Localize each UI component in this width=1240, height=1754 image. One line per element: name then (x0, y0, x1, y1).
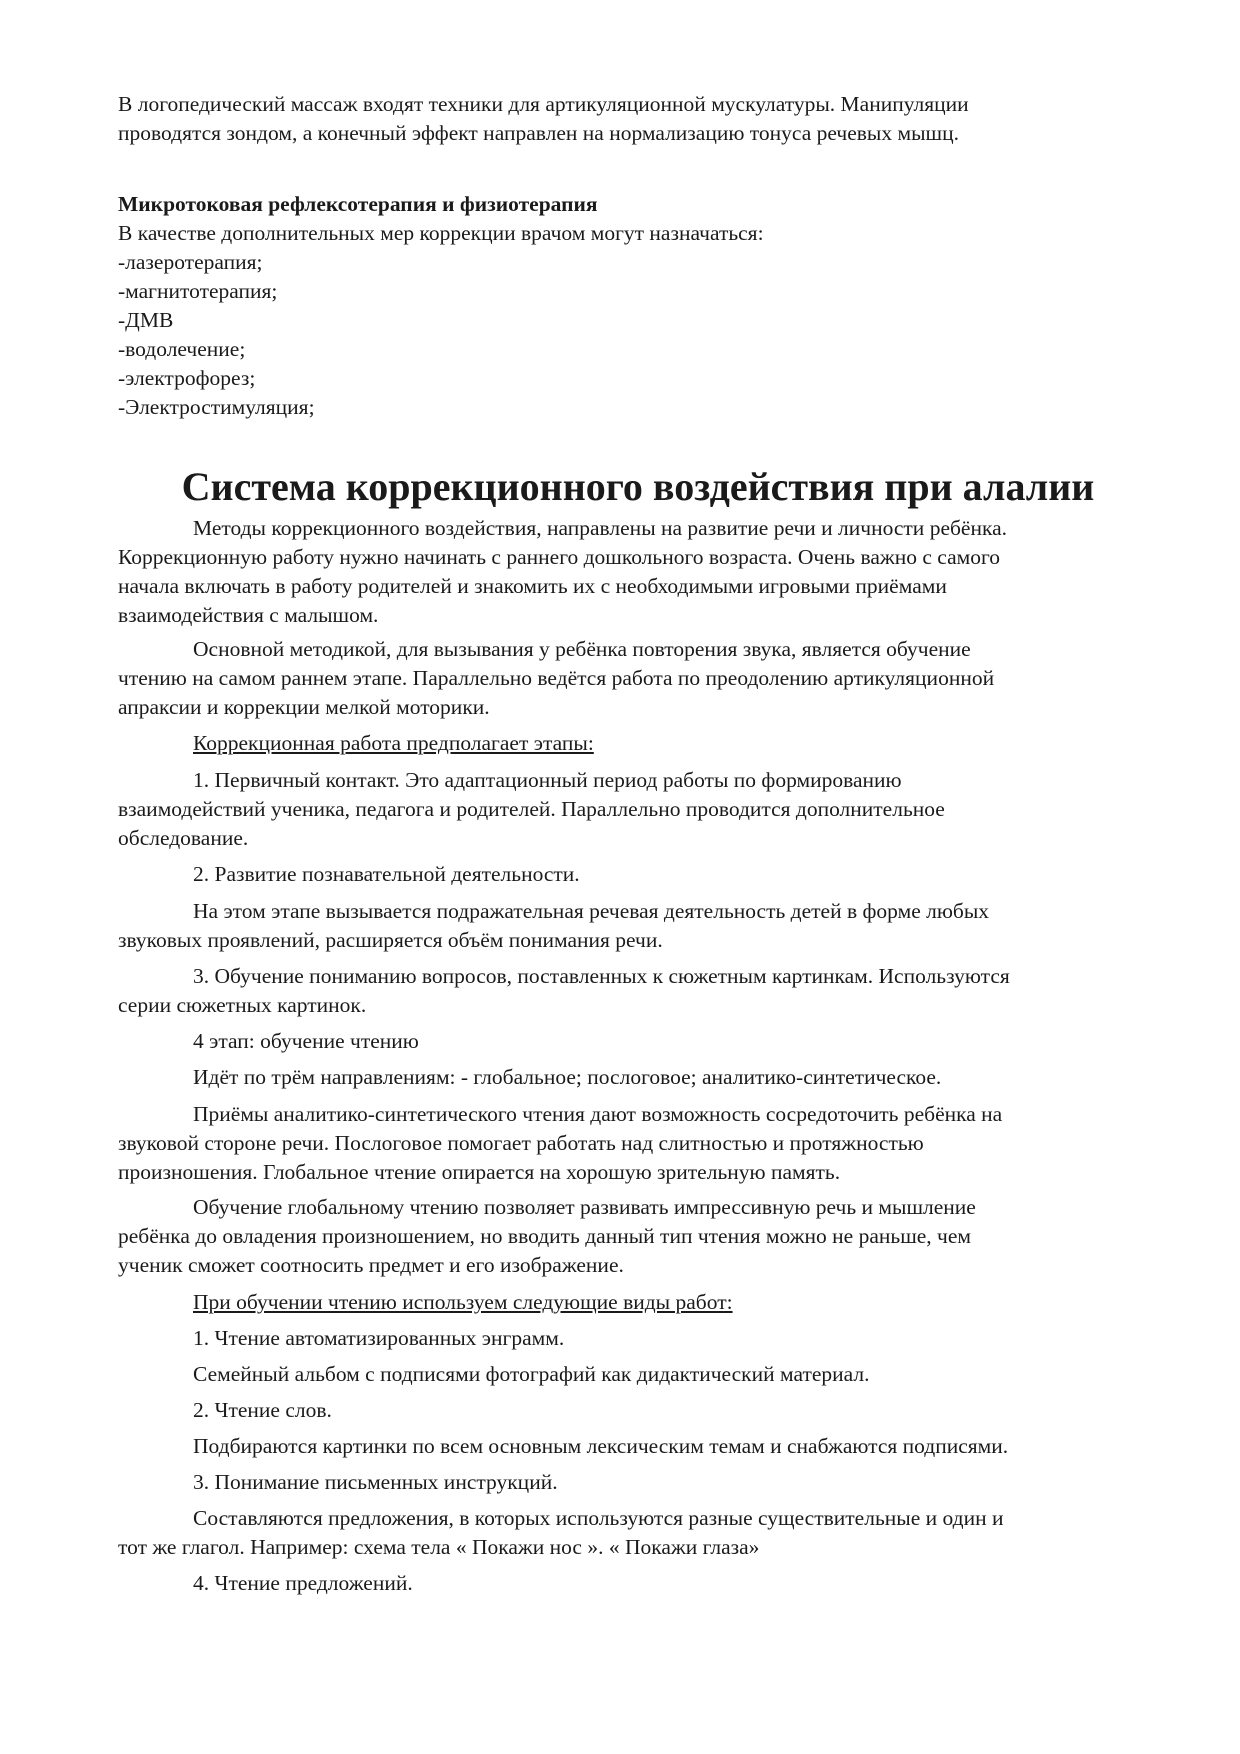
text-line: Обучение глобальному чтению позволяет развивать импрессивную речь и мышление (193, 1195, 976, 1219)
intro-paragraph (118, 90, 1158, 148)
text-line: 3. Обучение пониманию вопросов, поставленных к сюжетным картинкам. Используются (193, 964, 1010, 988)
work-4 (118, 1569, 1158, 1598)
stage-2-text (118, 897, 1158, 955)
paragraph-analytic (118, 1100, 1158, 1187)
physio-lead: В качестве дополнительных мер коррекции врачом могут назначаться: (118, 221, 764, 245)
stages-heading: Коррекционная работа предполагает этапы: (193, 731, 594, 755)
text-line: звуковой стороне речи. Послоговое помогает работать над слитностью и протяжностью (118, 1131, 924, 1155)
paragraph-global-reading (118, 1193, 1158, 1280)
list-item: -Электростимуляция; (118, 395, 315, 419)
stages-heading-block (118, 729, 1158, 758)
text-line: звуковых проявлений, расширяется объём понимания речи. (118, 928, 663, 952)
list-item: -электрофорез; (118, 366, 256, 390)
text-line: начала включать в работу родителей и знакомить их с необходимыми игровыми приёмами (118, 574, 947, 598)
stages-heading-wrap (118, 729, 1158, 758)
work-2 (118, 1396, 1158, 1425)
text-line: 1. Чтение автоматизированных энграмм. (193, 1326, 565, 1350)
text-line: серии сюжетных картинок. (118, 993, 367, 1017)
text-line: Приёмы аналитико-синтетического чтения дают возможность сосредоточить ребёнка на (193, 1102, 1003, 1126)
text-line: Семейный альбом с подписями фотографий как дидактический материал. (193, 1362, 870, 1386)
physio-block (118, 190, 1158, 422)
stage-2 (118, 860, 1158, 889)
list-item: -магнитотерапия; (118, 279, 278, 303)
text-line: 2. Развитие познавательной деятельности. (193, 862, 580, 886)
text-line: проводятся зондом, а конечный эффект направлен на нормализацию тонуса речевых мышц. (118, 121, 959, 145)
stage-1 (118, 766, 1158, 853)
text-line: ученик сможет соотносить предмет и его изображение. (118, 1253, 624, 1277)
section-title: Система коррекционного воздействия при алалии (181, 464, 1095, 509)
work-2-text (118, 1432, 1158, 1461)
text-line: чтению на самом раннем этапе. Параллельно ведётся работа по преодолению артикуляционной (118, 666, 995, 690)
work-1-text (118, 1360, 1158, 1389)
text-line: тот же глагол. Например: схема тела « Покажи нос ». « Покажи глаза» (118, 1535, 760, 1559)
text-line: 3. Понимание письменных инструкций. (193, 1470, 558, 1494)
text-line: обследование. (118, 826, 249, 850)
directions (118, 1063, 1158, 1092)
text-line: Методы коррекционного воздействия, направлены на развитие речи и личности ребёнка. (193, 516, 1008, 540)
text-line: В логопедический массаж входят техники для артикуляционной мускулатуры. Манипуляции (118, 92, 969, 116)
text-line: 1. Первичный контакт. Это адаптационный период работы по формированию (193, 768, 902, 792)
text-line: На этом этапе вызывается подражательная речевая деятельность детей в форме любых (193, 899, 990, 923)
stage-3 (118, 962, 1158, 1020)
text-line: 4 этап: обучение чтению (193, 1029, 419, 1053)
paragraph-methods (118, 514, 1158, 630)
work-3 (118, 1468, 1158, 1497)
text-line: Подбираются картинки по всем основным лексическим темам и снабжаются подписями. (193, 1434, 1009, 1458)
text-line: 2. Чтение слов. (193, 1398, 332, 1422)
text-line: 4. Чтение предложений. (193, 1571, 413, 1595)
work-1 (118, 1324, 1158, 1353)
text-line: Основной методикой, для вызывания у ребёнка повторения звука, является обучение (193, 637, 971, 661)
text-line: ребёнка до овладения произношением, но вводить данный тип чтения можно не раньше, чем (118, 1224, 972, 1248)
paragraph-main-method (118, 635, 1158, 722)
text-line: апраксии и коррекции мелкой моторики. (118, 695, 490, 719)
work-3-text (118, 1504, 1158, 1562)
list-item: -лазеротерапия; (118, 250, 263, 274)
text-line: Коррекционную работу нужно начинать с раннего дошкольного возраста. Очень важно с самого (118, 545, 1001, 569)
text-line: взаимодействия с малышом. (118, 603, 379, 627)
text-line: произношения. Глобальное чтение опирается на хорошую зрительную память. (118, 1160, 841, 1184)
text-line: взаимодействий ученика, педагога и родителей. Параллельно проводится дополнительное (118, 797, 945, 821)
works-heading-block (118, 1288, 1158, 1317)
text-line: Идёт по трём направлениям: - глобальное; послоговое; аналитико-синтетическое. (193, 1065, 942, 1089)
text-line: Составляются предложения, в которых используются разные существительные и один и (193, 1506, 1004, 1530)
works-heading: При обучении чтению используем следующие виды работ: (193, 1290, 733, 1314)
physio-heading: Микротоковая рефлексотерапия и физиотерапия (118, 192, 598, 216)
list-item: -водолечение; (118, 337, 246, 361)
list-item: -ДМВ (118, 308, 174, 332)
stage-4 (118, 1027, 1158, 1056)
works-heading-wrap (118, 1288, 1158, 1317)
